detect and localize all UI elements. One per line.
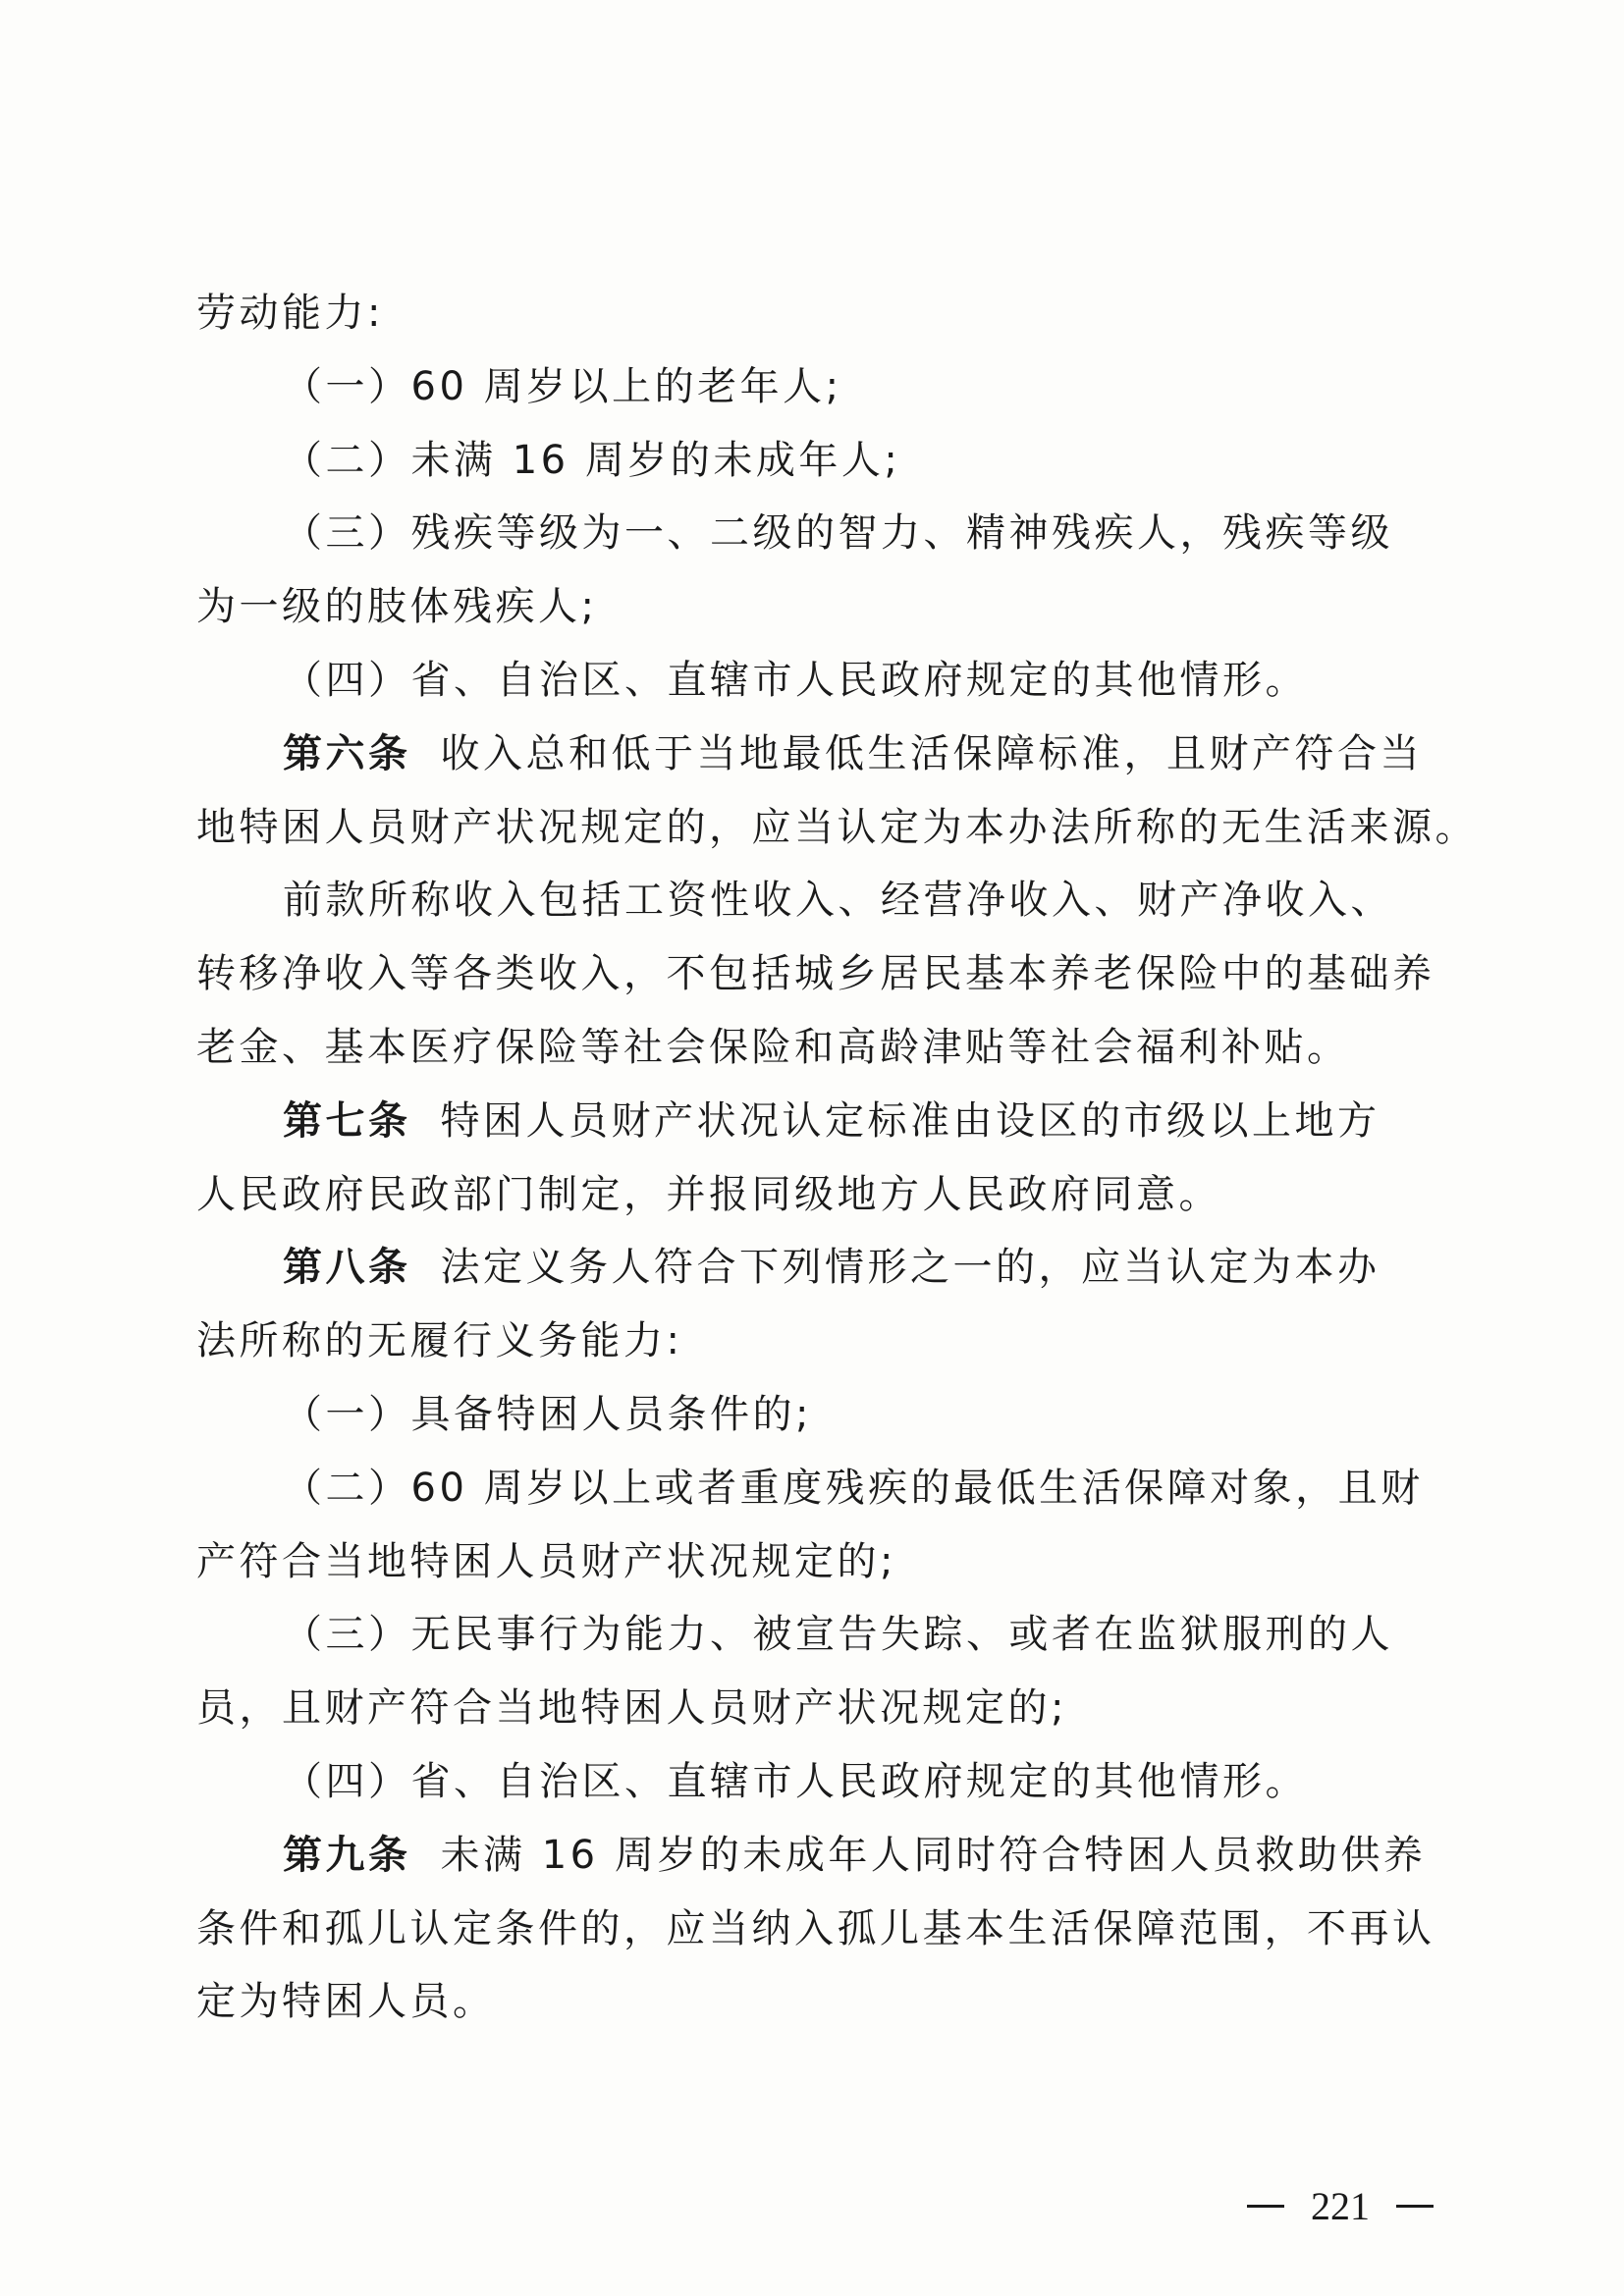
text-line <box>196 497 1424 570</box>
text-line <box>196 424 1424 498</box>
line-text: 员，且财产符合当地特困人员财产状况规定的; <box>196 1685 1067 1732</box>
text-line <box>196 1893 1435 1966</box>
line-text: 前款所称收入包括工资性收入、经营净收入、财产净收入、 <box>283 878 1393 924</box>
line-text: 为一级的肢体残疾人; <box>196 584 598 630</box>
line-text: （三）残疾等级为一、二级的智力、精神残疾人，残疾等级 <box>283 510 1393 557</box>
text-line <box>196 1525 1424 1599</box>
line-text: 产符合当地特困人员财产状况规定的; <box>196 1538 896 1584</box>
text-line <box>196 1452 1424 1525</box>
text-line <box>196 644 1424 718</box>
article-heading: 第八条 <box>283 1245 411 1291</box>
text-line <box>196 1011 1424 1085</box>
article-heading: 第六条 <box>283 730 411 776</box>
text-line <box>196 1672 1424 1745</box>
line-text: （二）未满 16 周岁的未成年人; <box>283 437 901 483</box>
text-line <box>196 1158 1424 1232</box>
line-text: （三）无民事行为能力、被宣告失踪、或者在监狱服刑的人 <box>283 1612 1393 1658</box>
line-text: 法所称的无履行义务能力: <box>196 1318 683 1364</box>
text-line <box>196 718 1424 791</box>
line-text: （一）60 周岁以上的老年人; <box>283 363 842 409</box>
page-number-value: 221 <box>1311 2183 1370 2228</box>
line-text: （二）60 周岁以上或者重度残疾的最低生活保障对象，且财 <box>283 1465 1424 1511</box>
line-text: 定为特困人员。 <box>196 1979 496 2025</box>
text-line <box>196 1231 1424 1305</box>
text-line <box>196 350 1424 424</box>
line-text: 收入总和低于当地最低生活保障标准，且财产符合当 <box>440 730 1423 776</box>
text-line <box>196 1965 1424 2039</box>
line-text: 法定义务人符合下列情形之一的，应当认定为本办 <box>440 1245 1380 1291</box>
text-line <box>196 791 1478 865</box>
line-text: 地特困人员财产状况规定的，应当认定为本办法所称的无生活来源。 <box>196 804 1478 850</box>
right-dash <box>1396 2205 1434 2208</box>
text-line <box>196 1085 1424 1158</box>
line-text: 特困人员财产状况认定标准由设区的市级以上地方 <box>440 1097 1380 1144</box>
text-line <box>196 1378 1424 1452</box>
text-line <box>196 570 1424 644</box>
line-text: 人民政府民政部门制定，并报同级地方人民政府同意。 <box>196 1171 1221 1217</box>
line-text: （四）省、自治区、直辖市人民政府规定的其他情形。 <box>283 657 1308 703</box>
line-text: 条件和孤儿认定条件的，应当纳入孤儿基本生活保障范围，不再认 <box>196 1905 1435 1951</box>
page-number <box>1247 2181 1434 2230</box>
text-line <box>196 277 1424 350</box>
line-text: 未满 16 周岁的未成年人同时符合特困人员救助供养 <box>440 1832 1427 1878</box>
text-line <box>196 1745 1424 1819</box>
left-dash <box>1247 2205 1284 2208</box>
article-heading: 第七条 <box>283 1097 411 1144</box>
text-line <box>196 1598 1424 1672</box>
text-line <box>196 864 1424 937</box>
line-text: 劳动能力: <box>196 291 384 336</box>
line-text: （一）具备特困人员条件的; <box>283 1391 812 1437</box>
line-text: （四）省、自治区、直辖市人民政府规定的其他情形。 <box>283 1758 1308 1804</box>
text-line <box>196 1305 1424 1378</box>
article-heading: 第九条 <box>283 1832 411 1878</box>
line-text: 老金、基本医疗保险等社会保险和高龄津贴等社会福利补贴。 <box>196 1024 1350 1070</box>
text-line <box>196 1819 1427 1893</box>
line-text: 转移净收入等各类收入，不包括城乡居民基本养老保险中的基础养 <box>196 951 1435 997</box>
body-text <box>196 277 1478 2039</box>
text-line <box>196 937 1435 1011</box>
